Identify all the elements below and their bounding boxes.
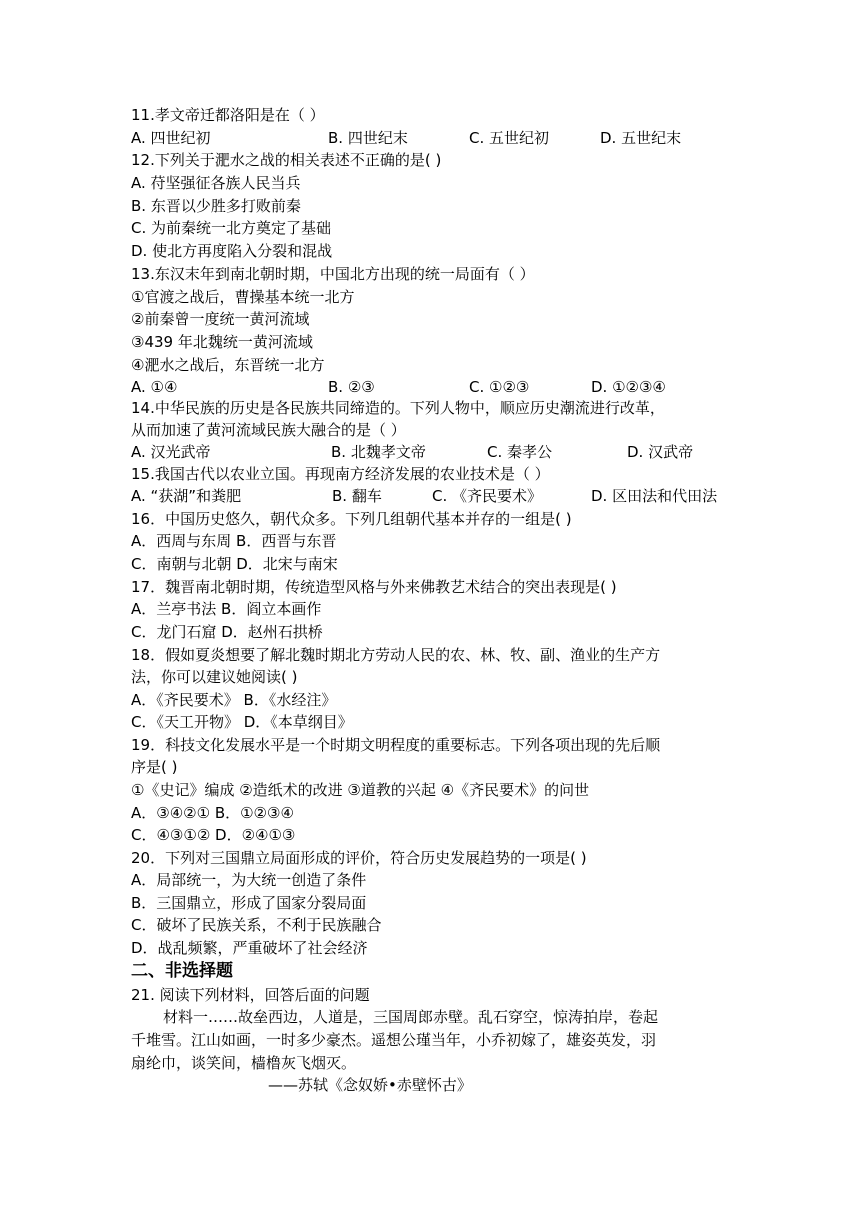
q18-options-ab: A．《齐民要术》 B．《水经注》 [131, 691, 337, 709]
q19-items: ①《史记》编成 ②造纸术的改进 ③道教的兴起 ④《齐民要术》的问世 [131, 781, 590, 799]
question-14-line-1: 14.中华民族的历史是各民族共同缔造的。下列人物中，顺应历史潮流进行改革， [131, 399, 665, 417]
material-1-line-3: 扇纶巾，谈笑间，樯橹灰飞烟灭。 [131, 1054, 357, 1072]
question-19-line-2: 序是( ) [131, 758, 178, 776]
material-1-line-1: 材料一……故垒西边，人道是，三国周郎赤壁。乱石穿空，惊涛拍岸，卷起 [163, 1008, 659, 1026]
q14-option-a: A. 汉光武帝 [131, 443, 211, 461]
q13-option-b: B. ②③ [328, 378, 375, 396]
q18-options-cd: C．《天工开物》 D．《本草纲目》 [131, 713, 353, 731]
q14-option-c: C. 秦孝公 [487, 443, 553, 461]
q14-option-d: D. 汉武帝 [627, 443, 694, 461]
q13-option-a: A. ①④ [131, 378, 178, 396]
q17-options-cd: C．龙门石窟 D．赵州石拱桥 [131, 623, 323, 641]
q14-option-b: B. 北魏孝文帝 [331, 443, 426, 461]
q11-option-d: D. 五世纪末 [600, 129, 682, 147]
question-12: 12.下列关于淝水之战的相关表述不正确的是( ) [131, 151, 442, 169]
q17-options-ab: A．兰亭书法 B．阎立本画作 [131, 600, 322, 618]
q12-option-d: D. 使北方再度陷入分裂和混战 [131, 242, 333, 260]
question-21: 21. 阅读下列材料，回答后面的问题 [131, 986, 370, 1004]
q13-item-4: ④淝水之战后，东晋统一北方 [131, 356, 325, 374]
q15-option-d: D. 区田法和代田法 [591, 487, 718, 505]
q13-option-d: D. ①②③④ [591, 378, 666, 396]
question-15: 15.我国古代以农业立国。再现南方经济发展的农业技术是（ ） [131, 465, 550, 483]
q20-option-b: B．三国鼎立，形成了国家分裂局面 [131, 894, 367, 912]
q19-options-ab: A．③④②① B．①②③④ [131, 804, 294, 822]
question-17: 17．魏晋南北朝时期，传统造型风格与外来佛教艺术结合的突出表现是( ) [131, 578, 617, 596]
question-16: 16．中国历史悠久，朝代众多。下列几组朝代基本并存的一组是( ) [131, 510, 572, 528]
material-1-line-2: 千堆雪。江山如画，一时多少豪杰。遥想公瑾当年，小乔初嫁了，雄姿英发，羽 [131, 1031, 657, 1049]
q20-option-c: C．破坏了民族关系，不利于民族融合 [131, 916, 382, 934]
q20-option-a: A．局部统一，为大统一创造了条件 [131, 871, 367, 889]
q11-option-b: B. 四世纪末 [328, 129, 408, 147]
q15-option-c: C. 《齐民要术》 [432, 487, 543, 505]
q11-option-a: A. 四世纪初 [131, 129, 211, 147]
q13-item-1: ①官渡之战后，曹操基本统一北方 [131, 288, 355, 306]
question-20: 20．下列对三国鼎立局面形成的评价，符合历史发展趋势的一项是( ) [131, 849, 587, 867]
q15-option-b: B. 翻车 [332, 487, 382, 505]
q13-item-3: ③439 年北魏统一黄河流域 [131, 333, 313, 351]
q13-option-c: C. ①②③ [469, 378, 530, 396]
q12-option-b: B. 东晋以少胜多打败前秦 [131, 197, 301, 215]
material-1-source: ——苏轼《念奴娇•赤壁怀古》 [268, 1076, 472, 1094]
q15-option-a: A. “获湖”和粪肥 [131, 487, 242, 505]
q12-option-c: C. 为前秦统一北方奠定了基础 [131, 219, 332, 237]
question-18-line-1: 18．假如夏炎想要了解北魏时期北方劳动人民的农、林、牧、副、渔业的生产方 [131, 646, 661, 664]
q16-options-cd: C．南朝与北朝 D．北宋与南宋 [131, 555, 338, 573]
question-18-line-2: 法，你可以建议她阅读( ) [131, 668, 298, 686]
q12-option-a: A. 苻坚强征各族人民当兵 [131, 174, 301, 192]
question-11: 11.孝文帝迁都洛阳是在（ ） [131, 106, 325, 124]
q11-option-c: C. 五世纪初 [469, 129, 550, 147]
q19-options-cd: C．④③①② D．②④①③ [131, 826, 296, 844]
q16-options-ab: A．西周与东周 B．西晋与东晋 [131, 532, 337, 550]
question-19-line-1: 19．科技文化发展水平是一个时期文明程度的重要标志。下列各项出现的先后顺 [131, 736, 661, 754]
question-13: 13.东汉末年到南北朝时期，中国北方出现的统一局面有（ ） [131, 265, 535, 283]
section-heading: 二、非选择题 [131, 961, 233, 981]
q13-item-2: ②前秦曾一度统一黄河流域 [131, 310, 310, 328]
question-14-line-2: 从而加速了黄河流域民族大融合的是（ ） [131, 421, 406, 439]
q20-option-d: D．战乱频繁，严重破坏了社会经济 [131, 939, 368, 957]
